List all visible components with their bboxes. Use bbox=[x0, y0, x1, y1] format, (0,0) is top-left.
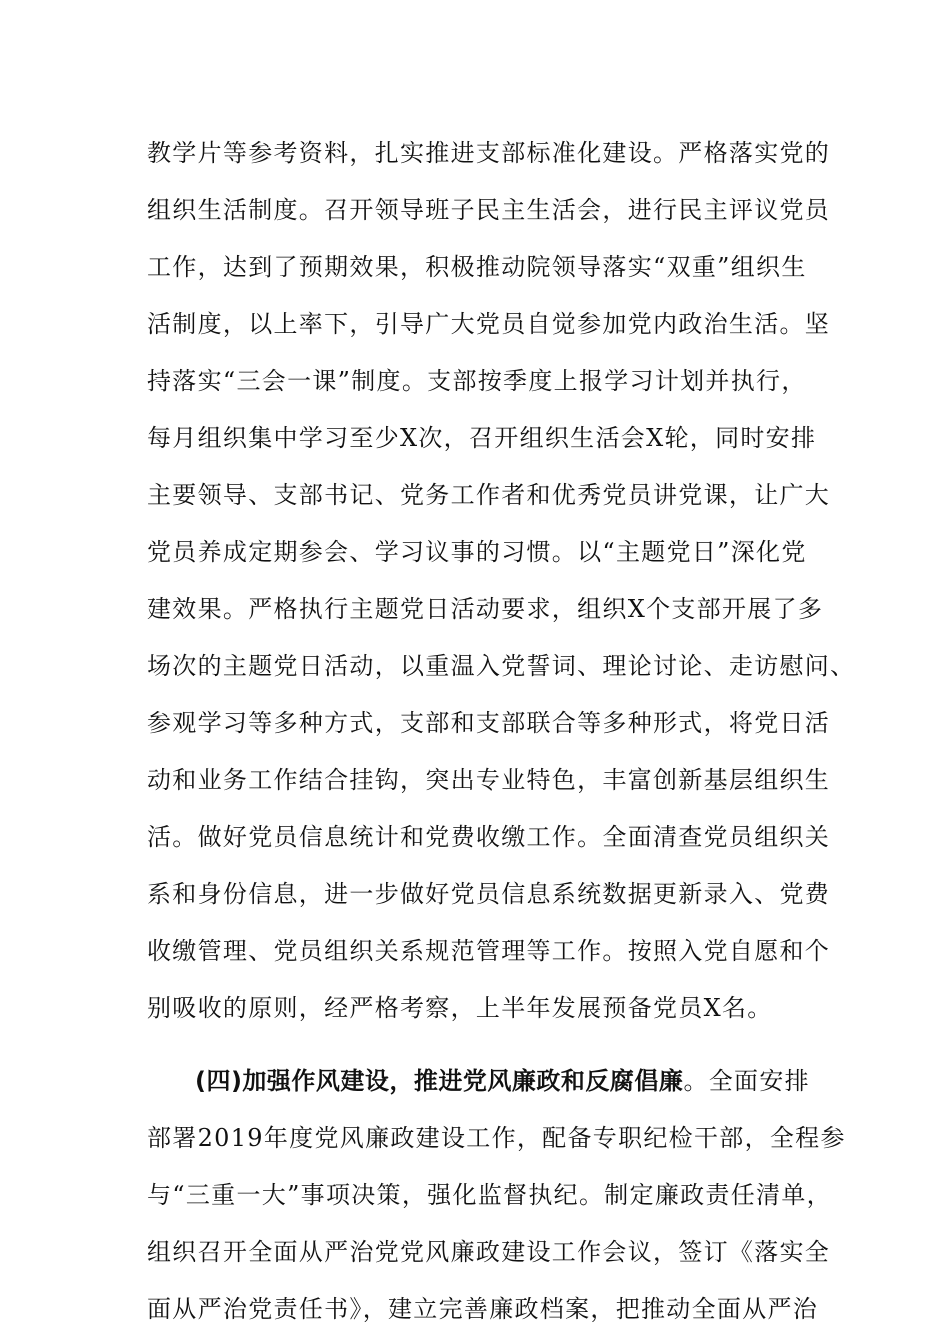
paragraph-2-first-line-text: 。全面安排 bbox=[683, 1067, 810, 1095]
paragraph-1-line: 建效果。严格执行主题党日活动要求，组织X个支部开展了多 bbox=[147, 595, 824, 623]
paragraph-1-line: 活。做好党员信息统计和党费收缴工作。全面清查党员组织关 bbox=[147, 823, 831, 851]
paragraph-2-line: 组织召开全面从严治党党风廉政建设工作会议，签订《落实全 bbox=[147, 1238, 831, 1266]
paragraph-1-line: 场次的主题党日活动，以重温入党誓词、理论讨论、走访慰问、 bbox=[147, 652, 856, 680]
paragraph-2-line: 部署2019年度党风廉政建设工作，配备专职纪检干部，全程参 bbox=[147, 1124, 846, 1152]
paragraph-1-line: 参观学习等多种方式，支部和支部联合等多种形式，将党日活 bbox=[147, 709, 831, 737]
paragraph-1-line: 党员养成定期参会、学习议事的习惯。以“主题党日”深化党 bbox=[147, 538, 807, 566]
paragraph-2-first-line bbox=[195, 1061, 855, 1101]
paragraph-1-line: 组织生活制度。召开领导班子民主生活会，进行民主评议党员 bbox=[147, 196, 831, 224]
paragraph-1-line: 收缴管理、党员组织关系规范管理等工作。按照入党自愿和个 bbox=[147, 937, 831, 965]
paragraph-1-line: 持落实“三会一课”制度。支部按季度上报学习计划并执行， bbox=[147, 367, 807, 395]
paragraph-1-line: 每月组织集中学习至少X次，召开组织生活会X轮，同时安排 bbox=[147, 424, 817, 452]
paragraph-1-line: 系和身份信息，进一步做好党员信息系统数据更新录入、党费 bbox=[147, 880, 831, 908]
paragraph-1-line: 教学片等参考资料，扎实推进支部标准化建设。严格落实党的 bbox=[147, 139, 831, 167]
paragraph-1-line: 工作，达到了预期效果，积极推动院领导落实“双重”组织生 bbox=[147, 253, 807, 281]
paragraph-1-line: 别吸收的原则，经严格考察，上半年发展预备党员X名。 bbox=[147, 994, 773, 1022]
paragraph-2-line: 与“三重一大”事项决策，强化监督执纪。制定廉政责任清单， bbox=[147, 1181, 832, 1209]
paragraph-1-line: 动和业务工作结合挂钩，突出专业特色，丰富创新基层组织生 bbox=[147, 766, 831, 794]
paragraph-1-line: 活制度，以上率下，引导广大党员自觉参加党内政治生活。坚 bbox=[147, 310, 831, 338]
section-heading: (四)加强作风建设，推进党风廉政和反腐倡廉 bbox=[195, 1067, 684, 1095]
paragraph-1-line: 主要领导、支部书记、党务工作者和优秀党员讲党课，让广大 bbox=[147, 481, 831, 509]
paragraph-2-line: 面从严治党责任书》，建立完善廉政档案，把推动全面从严治 bbox=[147, 1295, 819, 1323]
